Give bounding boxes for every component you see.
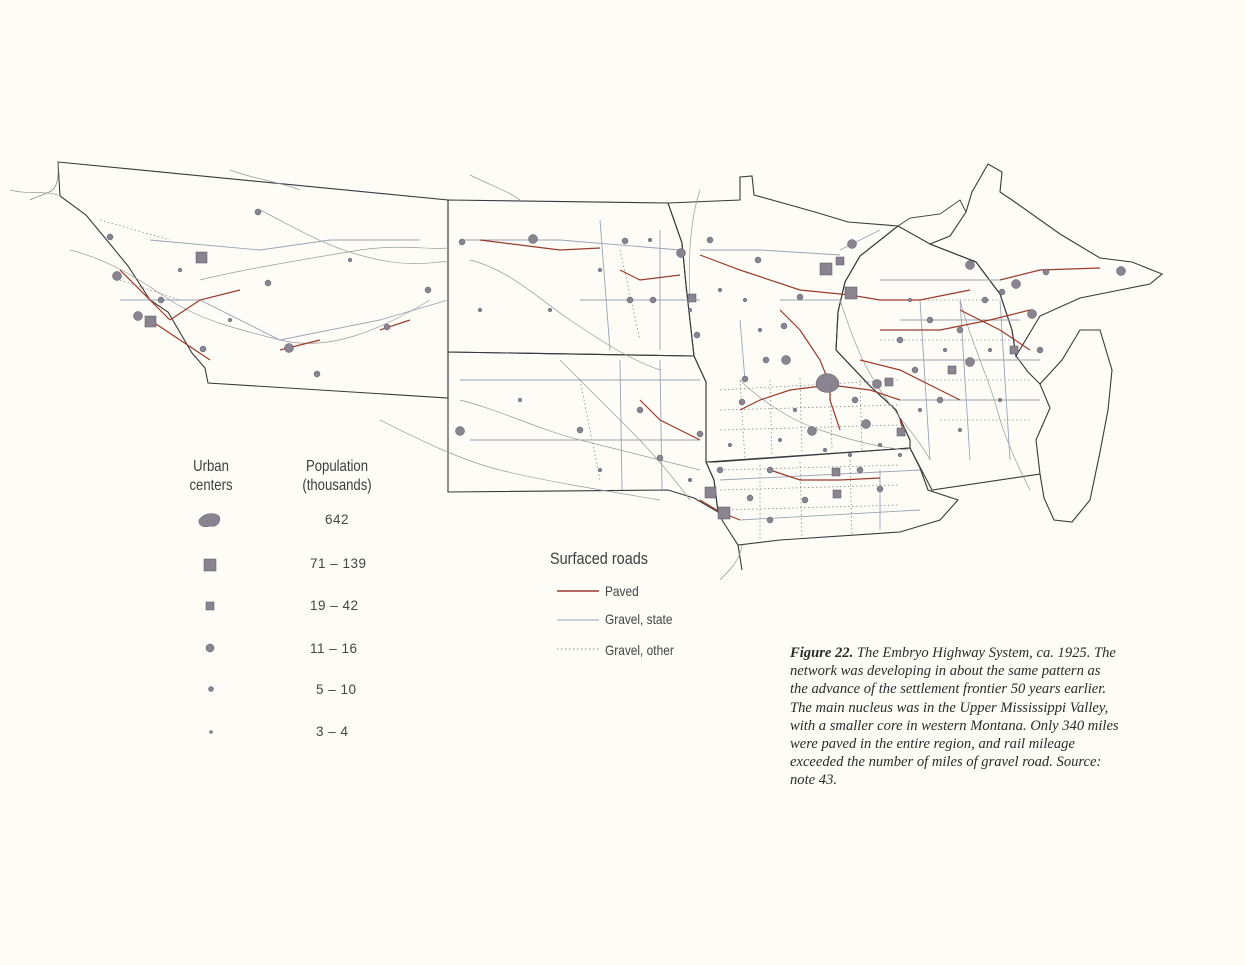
population-range-4: 11 – 16 <box>310 641 358 656</box>
figure-caption-text: The Embryo Highway System, ca. 1925. The network was developing in about the same pattern as the advance of the settlement frontier 50 years earlier. The main nucleus was in the Upper Mississippi Valley, with a smaller core in western Montana. Only 340 miles were paved in the entire region, and rail mileage exceeded the number of miles of gravel road. Source: note 43. <box>790 645 1119 789</box>
michigan-up-boundary <box>930 164 1162 356</box>
road-legend-lines <box>557 591 599 649</box>
population-range-1: 642 <box>325 512 350 527</box>
legend-symbol-642 <box>199 514 220 527</box>
figure-caption <box>790 644 1120 790</box>
population-heading-line1: Population <box>305 458 369 475</box>
south-dakota-boundary <box>448 352 718 512</box>
state-boundaries <box>58 162 1162 570</box>
urban-heading-line2: centers <box>189 477 233 494</box>
legend-symbol-11-16 <box>206 644 214 652</box>
city-square-large <box>718 507 730 519</box>
road-label-paved: Paved <box>605 583 639 599</box>
city-square-large <box>820 263 832 275</box>
city-square-large <box>145 316 156 327</box>
legend-symbol-19-42 <box>206 602 214 610</box>
road-label-gravel-state: Gravel, state <box>605 611 673 627</box>
population-range-2: 71 – 139 <box>310 556 367 571</box>
city-square-large <box>845 287 857 299</box>
legend-symbols <box>199 514 220 734</box>
population-range-5: 5 – 10 <box>316 682 357 697</box>
population-range-6: 3 – 4 <box>316 724 349 739</box>
city-square-large <box>705 487 716 498</box>
road-label-gravel-other: Gravel, other <box>605 642 674 658</box>
minneapolis-st-paul <box>816 374 839 393</box>
urban-heading-line1: Urban <box>193 458 229 475</box>
figure-label: Figure 22. <box>790 645 854 661</box>
legend-symbol-5-10 <box>209 687 214 692</box>
surfaced-roads-title: Surfaced roads <box>550 549 649 568</box>
population-heading <box>298 457 375 495</box>
legend-symbol-3-4 <box>210 731 213 734</box>
lake-superior-shore <box>898 200 966 226</box>
iowa-boundary <box>706 448 958 545</box>
legend-symbol-71-139 <box>204 559 216 571</box>
urban-centers-heading <box>182 457 239 495</box>
city-square-large <box>196 252 207 263</box>
lake-michigan-shore <box>1040 330 1112 522</box>
gravel-state-roads <box>120 220 1040 530</box>
population-range-3: 19 – 42 <box>310 598 359 613</box>
population-heading-line2: (thousands) <box>302 477 372 494</box>
map-urban-centers <box>107 209 1126 523</box>
